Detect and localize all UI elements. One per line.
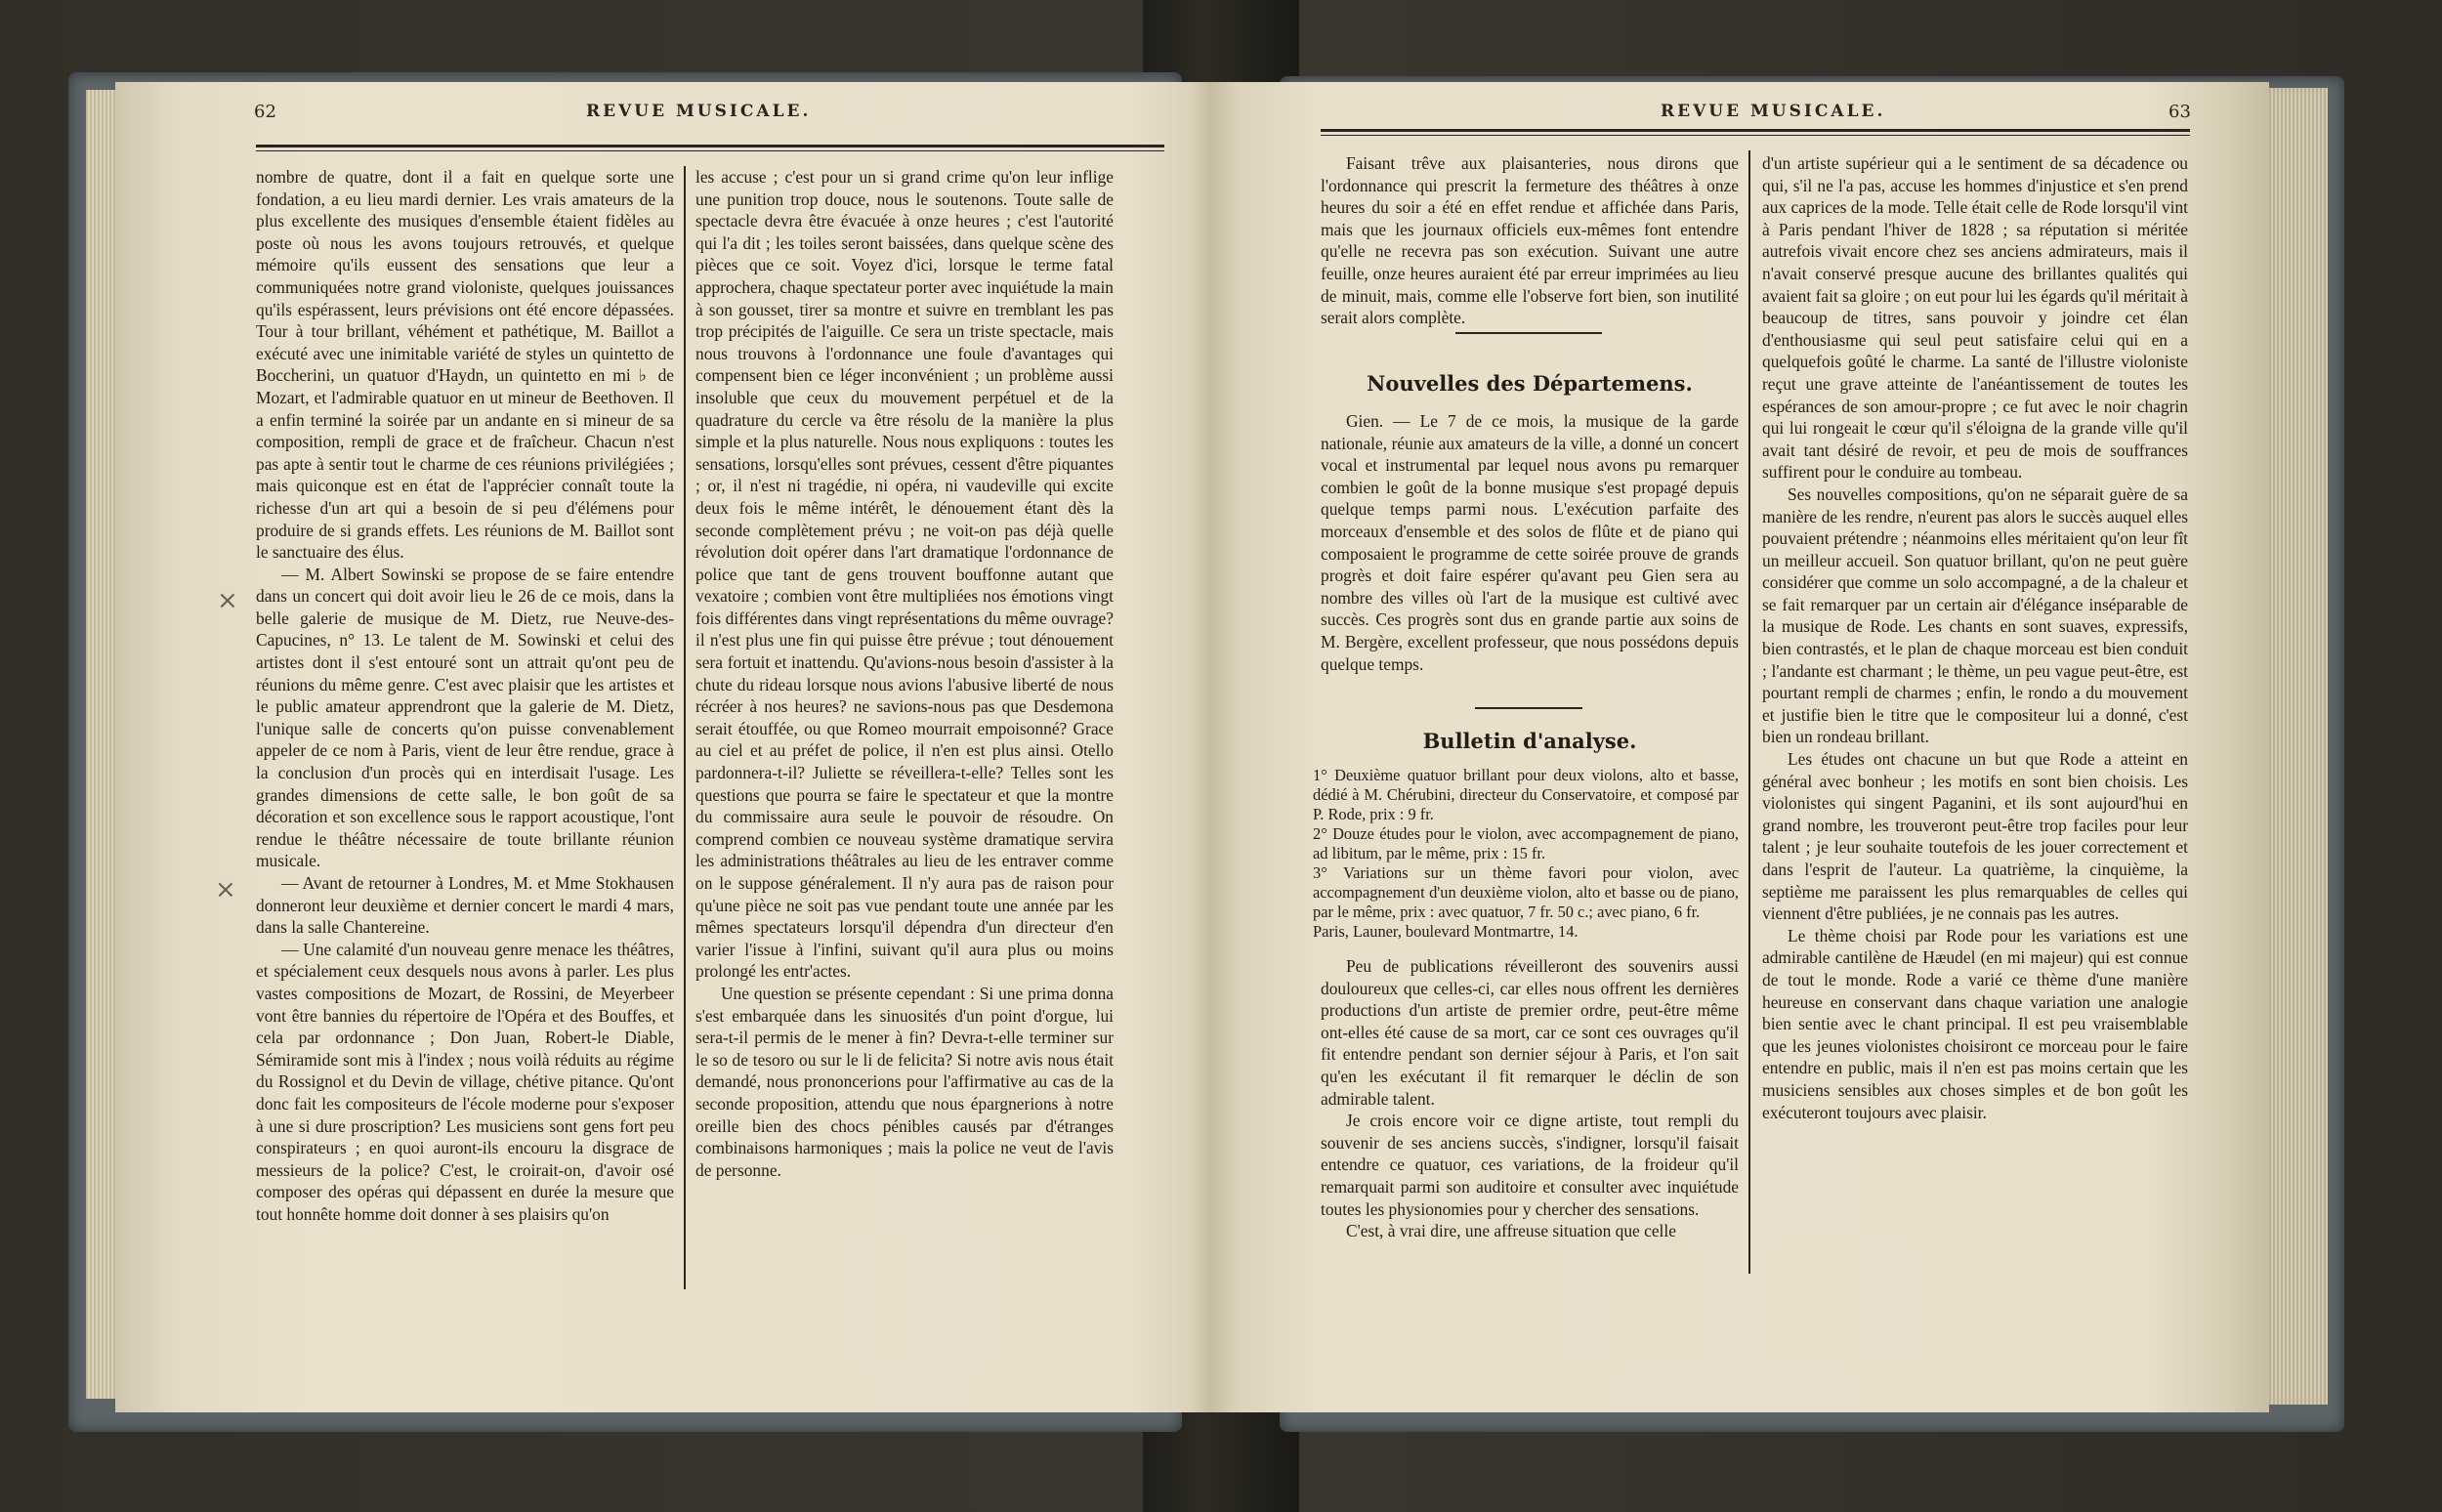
paragraph: Le thème choisi par Rode pour les variations est une admirable cantilène de Hæudel (en mi majeur) qui est connue de tout le monde. Rode a varié ce thème d'une manière heureuse en conservant dans chaque variation une analogie bien sentie avec le chant principal. Il est peu vraisemblable que les jeunes violonistes choisiront ce morceau pour le faire entendre en public, mais il n'en est pas moins certain que les musiciens sensibles aux choses simples et de bon goût les exécuteront toujours avec plaisir. — [1762, 925, 2188, 1122]
bulletin-item: Paris, Launer, boulevard Montmartre, 14. — [1313, 922, 1579, 941]
paragraph: C'est, à vrai dire, une affreuse situation que celle — [1346, 1221, 1676, 1241]
column-divider — [1748, 150, 1750, 1274]
pencil-mark: × — [215, 875, 236, 904]
section-rule — [1455, 332, 1602, 334]
paragraph: Gien. — Le 7 de ce mois, la musique de la garde nationale, réunie aux amateurs de la ville, a donné un concert vocal et instrumental par lequel nous avons pu remarquer combien le goût de la bonne musique s'est propagé depuis quelque temps parmi nous. L'exécution parfaite des morceaux d'ensemble et des solos de flûte et de piano qui composaient le programme de cette soirée prouve de grands progrès et doit faire espérer qu'avant peu Gien sera au nombre des villes où l'art de la musique est cultivé avec succès. Ces progrès sont dus en grande partie aux soins de M. Bergère, excellent professeur, que nous possédons depuis quelque temps. — [1321, 411, 1739, 674]
left-page-column-2 — [695, 166, 1114, 1181]
paragraph: Ses nouvelles compositions, qu'on ne séparait guère de sa manière de les rendre, n'eurent pas alors le succès auquel elles pouvaient prétendre ; néanmoins elles méritaient qu'on leur fît un meilleur accueil. Son quatuor brillant, qu'on ne peut guère considérer que comme un solo accompagné, a de la chaleur et se fait remarquer par un certain air d'élégance inséparable de la musique de Rode. Les chants en sont suaves, expressifs, bien contrastés, et le plan de chaque morceau est bien conduit ; l'andante est charmant ; le thème, un peu vague peut-être, est pourtant rempli de charmes ; enfin, le rondo a du mouvement et justifie bien le titre que le compositeur lui a donné, c'est bien un rondeau brillant. — [1762, 483, 2188, 747]
page-number: 62 — [254, 102, 276, 122]
right-page-column-1-bottom — [1321, 955, 1739, 1242]
paragraph: nombre de quatre, dont il a fait en quelque sorte une fondation, a eu lieu mardi dernier. Les vrais amateurs de la plus excellente des musiques d'ensemble étaient fidèles au poste où nous les avons toujours retrouvés, et quelque mémoire qu'ils eussent des sensations que leur a communiquées notre grand violoniste, quelques jouissances qu'ils espérassent, leurs prévisions ont été encore dépassées. Tour à tour brillant, véhément et pathétique, M. Baillot a exécuté avec une inimitable variété de styles un quintetto de Boccherini, un quatuor d'Haydn, un quintetto en mi ♭ de Mozart, et l'admirable quatuor en ut mineur de Beethoven. Il a enfin terminé la soirée par un andante en si mineur de sa composition, rempli de grace et de fraîcheur. Chacun n'est pas apte à sentir tout le charme de ces réunions privilégiées ; mais quiconque est en état de l'apprécier connaît toute la richesse d'un art qui a besoin de si peu d'élémens pour produire de si grands effets. Les réunions de M. Baillot sont le sanctuaire des élus. — [256, 167, 674, 563]
bulletin-item: 1° Deuxième quatuor brillant pour deux violons, alto et basse, dédié à M. Chérubini, directeur du Conservatoire, et composé par P. Rode, prix : 9 fr. — [1313, 766, 1739, 823]
header-rule-thin — [1321, 135, 2190, 136]
running-title: REVUE MUSICALE. — [586, 102, 812, 121]
paragraph: Je crois encore voir ce digne artiste, tout rempli du souvenir de ses anciens succès, s'indigner, lorsqu'il faisait entendre ce quatuor, ces variations, de la froideur qu'il remarquait parmi son auditoire et consulter avec inquiétude toutes les physionomies pour y chercher des sensations. — [1321, 1111, 1739, 1219]
paragraph: Une question se présente cependant : Si une prima donna s'est embarquée dans les sinuosités d'un point d'orgue, lui sera-t-il permis de le mener à fin? Devra-t-elle terminer sur le so de tesoro ou sur le li de felicita? Si notre avis nous était demandé, nous prononcerions pour l'affirmative au cas de la seconde proposition, attendu que nous épargnerions à notre oreille bien des chocs pénibles causés par d'étranges combinaisons harmoniques ; mais la police ne veut de l'avis de personne. — [695, 983, 1114, 1180]
section-rule — [1475, 707, 1582, 709]
running-title: REVUE MUSICALE. — [1661, 102, 1886, 121]
paragraph: d'un artiste supérieur qui a le sentiment de sa décadence ou qui, s'il ne l'a pas, accuse les hommes d'injustice et s'en prend aux caprices de la mode. Telle était celle de Rode lorsqu'il vint à Paris pendant l'hiver de 1828 ; sa réputation si méritée autrefois vivait encore chez ses anciens admirateurs, mais il n'avait conservé presque aucune des brillantes qualités qui avaient fait sa gloire ; on eut pour lui les égards qu'il méritait à beaucoup de titres, sans pouvoir y joindre cet élan d'enthousiasme qui seul peut satisfaire celui qui en a quelquefois goûté le charme. La santé de l'illustre violoniste reçut une grave atteinte de l'anéantissement de toutes les espérances de son amour-propre ; ce fut avec le noir chagrin qui lui rongeait le cœur qu'il s'éloigna de la grande ville qu'il avait tant désiré de revoir, et peu de mois de souffrances suffirent pour le conduire au tombeau. — [1762, 153, 2188, 483]
left-page-column-1 — [256, 166, 674, 1226]
right-page-column-2 — [1762, 152, 2188, 1123]
page-number: 63 — [2168, 102, 2191, 122]
paragraph: les accuse ; c'est pour un si grand crime qu'on leur inflige une punition trop douce, nous le soutenons. Toute salle de spectacle devra être évacuée à onze heures ; c'est l'autorité qui l'a dit ; les toiles seront baissées, dans quelque scène des pièces que ce soit. Voyez d'ici, lorsque le terme fatal approchera, chaque spectateur porter avec inquiétude la main à son gousset, tirer sa montre et suivre en tremblant les pas trop précipités de l'aiguille. Ce sera un triste spectacle, mais nous trouvons à l'ordonnance une foule d'avantages qui compensent bien ce léger inconvénient ; un problème aussi insoluble que ceux du mouvement perpétuel et de la quadrature du cercle va être résolu de la manière la plus simple et la plus naturelle. Nous nous expliquons : toutes les sensations, lorsqu'elles sont prévues, cessent d'être piquantes ; or, il n'est ni tragédie, ni opéra, ni vaudeville qui excite deux fois le même intérêt, le dénouement étant dès la seconde complètement prévu ; ne voit-on pas déjà quelle révolution doit opérer dans l'art dramatique l'ordonnance de police que tant de gens trouvent bouffonne autant que vexatoire ; combien vont être multipliées nos émotions vingt fois différentes dans vingt représentations du même ouvrage? il n'est plus une fin qui puisse être prévue ; tout dénouement sera fortuit et inattendu. Qu'avions-nous besoin d'assister à la chute du rideau lorsque nous avions l'abusive liberté de nous récréer à nos heures? ne savions-nous pas que Desdemona serait étouffée, ou que Romeo mourrait empoisonné? Grace au ciel et au préfet de police, il n'en est plus ainsi. Otello pardonnera-t-il? Juliette se réveillera-t-elle? Telles sont les questions que pourra se faire le spectateur et que la montre du commissaire aura seule le pouvoir de résoudre. On comprend combien ce nouveau système dramatique servira les administrations théâtrales au lieu de les entraver comme on le suppose généralement. Il n'y aura pas de raison pour qu'une pièce ne soit pas vue pendant toute une année par les mêmes spectateurs lorsqu'il dépendra d'un directeur d'en varier l'issue à l'infini, suivant qu'il aura plus ou moins prolongé les entr'actes. — [695, 167, 1114, 982]
section-title: Bulletin d'analyse. — [1422, 729, 1637, 753]
paragraph: — Avant de retourner à Londres, M. et Mme Stokhausen donneront leur deuxième et dernier concert le mardi 4 mars, dans la salle Chantereine. — [256, 873, 674, 938]
pencil-mark: × — [217, 586, 238, 615]
departements-news — [1321, 410, 1739, 675]
paragraph: Les études ont chacune un but que Rode a atteint en général avec bonheur ; les motifs en sont bien choisis. Les violonistes qui singent Paganini, et ils sont aujourd'hui en grand nombre, les trouveront peut-être trop faciles pour leur talent ; je leur souhaite toutefois de les jouer correctement et dans l'esprit de l'auteur. La quatrième, la cinquième, la septième me paraissent les plus remarquables de celles qui viennent d'être publiées, je ne connais pas les autres. — [1762, 749, 2188, 924]
bulletin-item: 2° Douze études pour le violon, avec accompagnement de piano, ad libitum, par le même, prix : 15 fr. — [1313, 824, 1739, 862]
right-page-column-1-top — [1321, 152, 1739, 329]
paragraph: Peu de publications réveilleront des souvenirs aussi douloureux que celles-ci, car elles nous offrent les dernières productions d'un artiste de premier ordre, peut-être même ont-elles été cause de sa mort, car ce sont ces ouvrages qu'il fit entendre pendant son dernier séjour à Paris, et l'on sait qu'en les exécutant il fit remarquer le déclin de son admirable talent. — [1321, 956, 1739, 1109]
right-page-header — [1319, 102, 2198, 131]
paragraph: — Une calamité d'un nouveau genre menace les théâtres, et spécialement ceux desquels nous avons à parler. Les plus vastes compositions de Mozart, de Rossini, de Meyerbeer vont être bannies du répertoire de l'Opéra et des Bouffes, et cela par ordonnance ; Don Juan, Robert-le Diable, Sémiramide sont mis à l'index ; nous voilà réduits au régime du Rossignol et du Devin de village, chétive pitance. Qu'ont donc fait les compositeurs de l'école moderne pour s'exposer à une si dure proscription? Les musiciens sont gens fort peu conspirateurs ; en quoi auront-ils encouru la disgrace de messieurs de la police? C'est, le croirait-on, d'avoir osé composer des opéras qui dépassent en durée la mesure que tout honnête homme doit donner à ses plaisirs qu'on — [256, 939, 674, 1224]
header-rule — [256, 145, 1164, 147]
section-title: Nouvelles des Départemens. — [1367, 371, 1693, 396]
paragraph: — M. Albert Sowinski se propose de se faire entendre dans un concert qui doit avoir lieu le 26 de ce mois, dans la belle galerie de musique de M. Dietz, rue Neuve-des-Capucines, n° 13. Le talent de M. Sowinski et celui des artistes dont il s'est entouré sont un attrait qu'ont peu de réunions du même genre. C'est avec plaisir que les artistes et le public amateur apprendront que la galerie de M. Dietz, l'unique salle de concerts qu'on puisse convenablement appeler de ce nom à Paris, vient de leur être rendue, grace à la conclusion d'un procès qui en interdisait l'usage. Les grandes dimensions de cette salle, le bon goût de sa décoration et son excellence sous le rapport acoustique, l'ont rendue le théâtre nécessaire de toute brillante réunion musicale. — [256, 564, 674, 871]
column-divider — [684, 166, 686, 1289]
left-page-header — [254, 102, 1172, 131]
bulletin-item: 3° Variations sur un thème favori pour violon, avec accompagnement d'un deuxième violon, alto et basse ou de piano, par le même, prix : avec quatuor, 7 fr. 50 c.; avec piano, 6 fr. — [1313, 863, 1739, 921]
header-rule-thin — [256, 150, 1164, 151]
bulletin-list — [1313, 766, 1739, 942]
header-rule — [1321, 129, 2190, 132]
right-page-edges — [2269, 88, 2328, 1405]
paragraph: Faisant trêve aux plaisanteries, nous dirons que l'ordonnance qui prescrit la fermeture des théâtres à onze heures du soir a été en effet rendue et affichée dans Paris, mais que les journaux officiels eux-mêmes font entendre qu'elle ne recevra pas son exécution. Suivant une autre feuille, onze heures auraient été par erreur imprimées au lieu de minuit, mais, comme elle l'observe fort bien, son inutilité serait alors complète. — [1321, 153, 1739, 328]
